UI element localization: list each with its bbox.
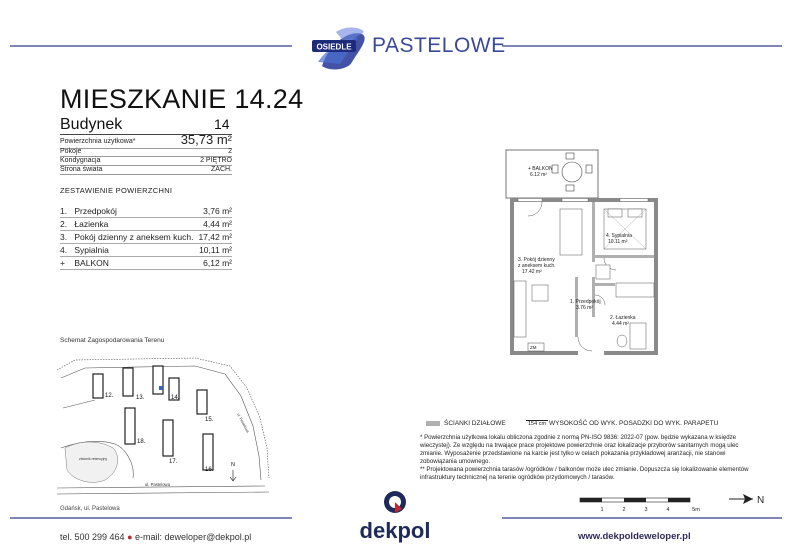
footer-separator-icon: ● [127, 532, 133, 542]
scale-tick: 3 [644, 507, 648, 513]
toilet-icon [617, 335, 627, 347]
room-row [60, 219, 232, 231]
dekpol-logo [350, 490, 440, 544]
room-area: 17,42 m² [198, 232, 232, 242]
site-building [123, 368, 133, 396]
kitchen-table-icon [532, 285, 548, 301]
site-building [163, 420, 173, 456]
site-plan-title: Schemat Zagospodarowania Terenu [60, 337, 165, 344]
room-row [60, 206, 232, 218]
info-row-rooms [60, 148, 232, 157]
room-number: 2. [60, 219, 68, 229]
footer-website[interactable]: www.dekpoldeweloper.pl [578, 531, 691, 542]
footer-line-right [502, 517, 782, 519]
room-name: BALKON [74, 258, 109, 268]
bedroom-area: 10.11 m² [608, 239, 628, 245]
room-number: 4. [60, 245, 68, 255]
note-area: * Powierzchnia użytkowa lokalu obliczona zgodnie z normą PN-ISO 9836: 2022-07 (pow. będzie wykazana w księdze wieczystej). Ze względu na trwające prace projektowe powierzchnie oraz lokalizacje przyborów sanitarnych mogą ulec zmianie. Wyposażenie przedstawione na karcie jest tylko w celach pokazania przykładowej aranżacji, nie stanowi zobowiązania umownego. [420, 434, 739, 466]
scale-tick: 2 [622, 507, 626, 513]
building-label-12: 12. [105, 393, 114, 399]
scale-tick: 5m [692, 507, 700, 513]
room-name: Sypialnia [74, 245, 109, 255]
site-building [197, 390, 207, 414]
logo-badge-text: OSIEDLE [316, 42, 352, 52]
street-label-bottom: ul. Pastelowa [145, 482, 170, 487]
info-label: Pokoje [60, 148, 82, 155]
scale-tick: 1 [600, 507, 604, 513]
living-label-2: z aneksem kuch. [518, 263, 556, 269]
room-row [60, 258, 232, 270]
footer-contact [60, 532, 251, 542]
room-row [60, 245, 232, 257]
room-area: 6,12 m² [203, 258, 232, 268]
bathtub-icon [616, 283, 654, 297]
building-label-15: 15. [205, 417, 214, 423]
room-number: + [60, 258, 65, 268]
hall-label: 1. Przedpokój [570, 299, 601, 305]
info-label: Strona świata [60, 166, 103, 173]
site-north-arrow-icon [230, 470, 236, 481]
north-arrow-icon [725, 490, 770, 508]
site-building [93, 374, 103, 398]
balcony-area [506, 150, 598, 198]
site-building [203, 434, 213, 470]
info-value: 2 PIĘTRO [200, 157, 232, 164]
info-label: Powierzchnia użytkowa* [60, 138, 136, 145]
floor-plan [500, 145, 660, 360]
park-label: zbiornik retencyjny [79, 457, 108, 461]
footer-email[interactable]: e-mail: deweloper@dekpol.pl [135, 532, 252, 542]
sofa-icon [560, 209, 582, 255]
scale-tick: 4 [666, 507, 670, 513]
kitchen-counter-icon [514, 281, 526, 337]
dekpol-name: dekpol [359, 518, 431, 543]
balcony-label: + BALKON [528, 166, 553, 172]
info-label: Kondygnacja [60, 157, 101, 164]
room-area: 3,76 m² [203, 206, 232, 216]
room-area: 4,44 m² [203, 219, 232, 229]
room-name: Łazienka [74, 219, 109, 229]
room-row [60, 232, 232, 244]
wardrobe-icon [596, 265, 610, 279]
building-label-13: 13. [136, 395, 145, 401]
legend-wall-text: ŚCIANKI DZIAŁOWE [444, 420, 506, 427]
site-building [125, 408, 135, 444]
room-number: 1. [60, 206, 68, 216]
notes [420, 434, 750, 482]
info-value: 35,73 m² [180, 132, 232, 147]
building-label-17: 17. [169, 459, 178, 465]
header-line-right [502, 45, 782, 47]
bath-area: 4.44 m² [612, 321, 629, 327]
street-label-right: ul. Pastelowa [236, 412, 250, 434]
living-label-1: 3. Pokój dzienny [518, 257, 555, 263]
summary-title: ZESTAWIENIE POWIERZCHNI [60, 186, 173, 195]
hall-area: 3.76 m² [576, 305, 593, 311]
location-label: Gdańsk, ul. Pastelowa [60, 506, 120, 512]
building-value: 14 [214, 116, 230, 132]
north-label: N [757, 495, 765, 506]
site-north-label: N [231, 462, 235, 468]
building-label-18: 18. [137, 439, 146, 445]
living-area: 17.42 m² [522, 269, 542, 275]
legend-height-text: WYSOKOŚĆ OD WYK. POSADZKI DO WYK. PARAPETU [549, 420, 719, 427]
info-row-orientation [60, 166, 232, 175]
room-name: Przedpokój [74, 206, 117, 216]
balcony-area-value: 6.12 m² [530, 172, 547, 178]
legend-height-box: 154 cm [528, 421, 547, 427]
zm-label: ZM [530, 345, 537, 350]
building-label-16: 16. [205, 467, 214, 473]
scale-bar [578, 495, 708, 515]
building-label-14: 14. [171, 395, 180, 401]
room-number: 3. [60, 232, 68, 242]
apartment-title: MIESZKANIE 14.24 [60, 84, 304, 114]
footer-line-left [10, 517, 292, 519]
info-row-floor [60, 157, 232, 166]
legend-wall-swatch [426, 421, 440, 426]
note-balcony: ** Projektowana powierzchnia tarasów /ogródków / balkonów może ulec zmianie. Dopuszcza się lokalizowanie elementów infrastruktury technicznej na terenie ogródków przydomowych / tarasów. [420, 466, 749, 482]
site-plan [55, 348, 275, 498]
info-value: 2 [228, 148, 232, 155]
selected-building-marker [159, 386, 163, 390]
building-label: Budynek [60, 116, 123, 133]
logo-name: PASTELOWE [372, 34, 506, 57]
shower-icon [630, 323, 646, 349]
bedroom-label: 4. Sypialnia [606, 233, 632, 239]
room-name: Pokój dzienny z aneksem kuch. [74, 232, 194, 242]
header-line-left [10, 45, 292, 47]
info-value: ZACH. [211, 166, 232, 173]
room-area: 10,11 m² [199, 245, 232, 255]
footer-phone: tel. 500 299 464 [60, 532, 125, 542]
bath-label: 2. Łazienka [610, 315, 636, 321]
